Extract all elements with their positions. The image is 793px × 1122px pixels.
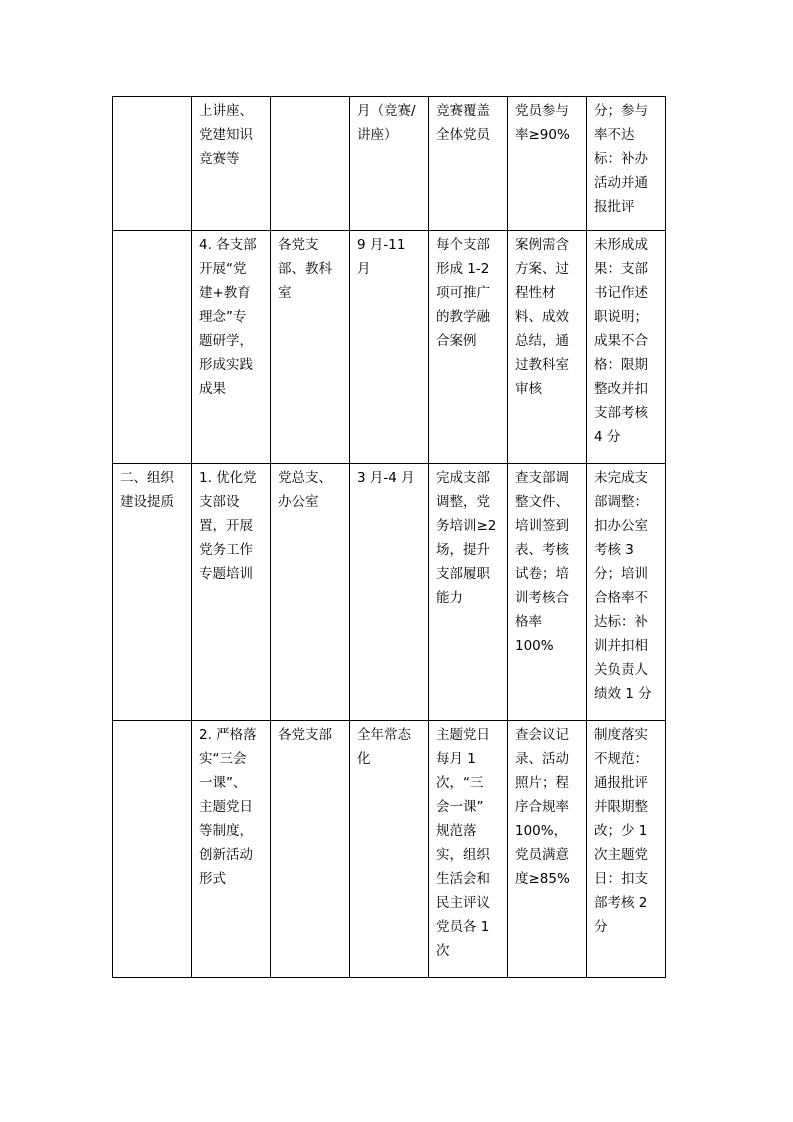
time-cell: 9 月-11 月 xyxy=(350,231,429,464)
evidence-cell: 查会议记 录、活动 照片；程 序合规率 100%， 党员满意 度≥85% xyxy=(508,721,587,978)
target-cell: 竞赛覆盖 全体党员 xyxy=(429,97,508,231)
table-row xyxy=(113,464,666,721)
owner-cell: 各党支 部、教科 室 xyxy=(271,231,350,464)
owner-cell xyxy=(271,97,350,231)
owner-cell: 各党支部 xyxy=(271,721,350,978)
evidence-cell: 案例需含 方案、过 程性材 料、成效 总结，通 过教科室 审核 xyxy=(508,231,587,464)
evidence-cell: 查支部调 整文件、 培训签到 表、考核 试卷；培 训考核合 格率 100% xyxy=(508,464,587,721)
penalty-cell: 分；参与 率不达 标：补办 活动并通 报批评 xyxy=(587,97,666,231)
time-cell: 3 月-4 月 xyxy=(350,464,429,721)
task-cell: 上讲座、 党建知识 竞赛等 xyxy=(192,97,271,231)
work-plan-table xyxy=(112,96,666,978)
evidence-cell: 党员参与 率≥90% xyxy=(508,97,587,231)
penalty-cell: 未完成支 部调整： 扣办公室 考核 3 分；培训 合格率不 达标：补 训并扣相 关负责人 绩效 1 分 xyxy=(587,464,666,721)
table-row xyxy=(113,721,666,978)
target-cell: 完成支部 调整，党 务培训≥2 场，提升 支部履职 能力 xyxy=(429,464,508,721)
target-cell: 每个支部 形成 1-2 项可推广 的教学融 合案例 xyxy=(429,231,508,464)
category-cell: 二、组织 建设提质 xyxy=(113,464,192,721)
penalty-cell: 未形成成 果：支部 书记作述 职说明； 成果不合 格：限期 整改并扣 支部考核 4 分 xyxy=(587,231,666,464)
time-cell: 全年常态 化 xyxy=(350,721,429,978)
owner-cell: 党总支、 办公室 xyxy=(271,464,350,721)
task-cell: 2. 严格落 实“三会 一课”、 主题党日 等制度， 创新活动 形式 xyxy=(192,721,271,978)
time-cell: 月（竞赛/ 讲座） xyxy=(350,97,429,231)
table-row xyxy=(113,231,666,464)
task-cell: 1. 优化党 支部设 置，开展 党务工作 专题培训 xyxy=(192,464,271,721)
task-cell: 4. 各支部 开展“党 建+教育 理念”专 题研学， 形成实践 成果 xyxy=(192,231,271,464)
category-cell xyxy=(113,721,192,978)
category-cell xyxy=(113,231,192,464)
category-cell xyxy=(113,97,192,231)
penalty-cell: 制度落实 不规范： 通报批评 并限期整 改；少 1 次主题党 日：扣支 部考核 2 分 xyxy=(587,721,666,978)
table-row xyxy=(113,97,666,231)
target-cell: 主题党日 每月 1 次，“三 会一课” 规范落 实，组织 生活会和 民主评议 党员各 1 次 xyxy=(429,721,508,978)
